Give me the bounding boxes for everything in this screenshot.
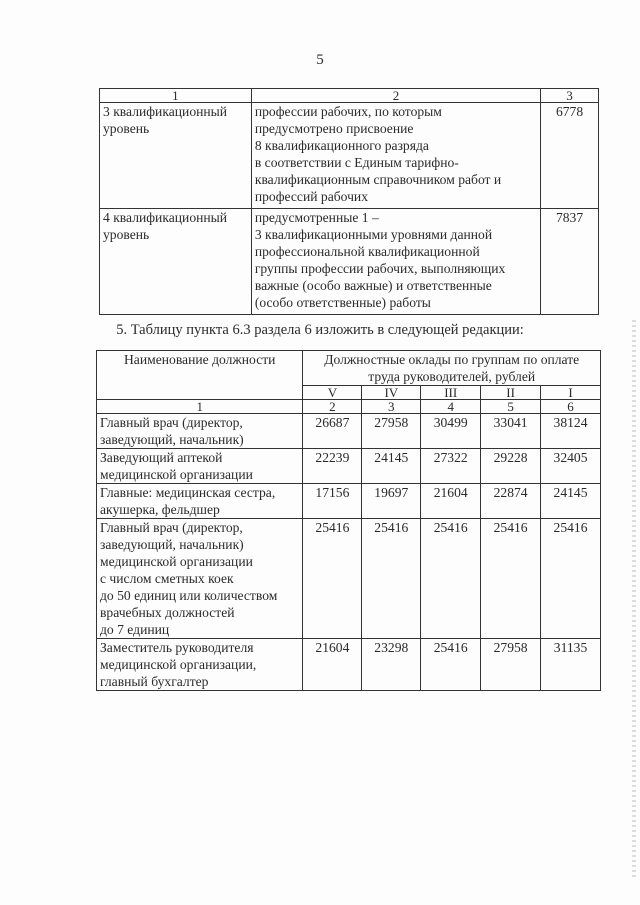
salary-cell: 21604	[303, 639, 362, 691]
group-header: V	[303, 386, 362, 400]
salary-cell: 32405	[541, 449, 601, 484]
salary-cell: 21604	[421, 484, 481, 519]
col-header: 2	[251, 89, 540, 103]
level-cell: 4 квалификационный уровень	[100, 209, 252, 315]
table-row	[97, 639, 601, 691]
salary-cell: 27958	[362, 414, 421, 449]
description-cell: предусмотренные 1 – 3 квалификационными уровнями данной профессиональной квалификационной группы профессии рабочих, выполняющих важные (особо важные) и ответственные (особо ответственные) работы	[251, 209, 540, 315]
salary-cell: 30499	[421, 414, 481, 449]
table-row	[97, 519, 601, 639]
value-cell: 7837	[541, 209, 599, 315]
column-number: 4	[421, 400, 481, 414]
column-number: 5	[481, 400, 541, 414]
table-row	[100, 103, 599, 209]
salary-cell: 27958	[481, 639, 541, 691]
group-header: IV	[362, 386, 421, 400]
column-number: 2	[303, 400, 362, 414]
position-cell: Заместитель руководителя медицинской организации, главный бухгалтер	[97, 639, 303, 691]
salary-cell: 24145	[362, 449, 421, 484]
salary-cell: 17156	[303, 484, 362, 519]
salary-cell: 23298	[362, 639, 421, 691]
group-header: II	[481, 386, 541, 400]
intro-paragraph: 5. Таблицу пункта 6.3 раздела 6 изложить в следующей редакции:	[116, 322, 524, 338]
salary-cell: 29228	[481, 449, 541, 484]
column-number: 1	[97, 400, 303, 414]
scan-edge-artifact	[632, 320, 636, 880]
description-cell: профессии рабочих, по которым предусмотрено присвоение 8 квалификационного разряда в соответствии с Единым тарифно- квалификационным справочником работ и профессий рабочих	[251, 103, 540, 209]
table-header-row	[100, 89, 599, 103]
group-header: III	[421, 386, 481, 400]
col-header: 1	[100, 89, 252, 103]
group-header: I	[541, 386, 601, 400]
table-row	[97, 484, 601, 519]
salary-cell: 25416	[421, 639, 481, 691]
salary-cell: 33041	[481, 414, 541, 449]
salary-cell: 25416	[303, 519, 362, 639]
salary-header: Должностные оклады по группам по оплате труда руководителей, рублей	[303, 351, 601, 386]
column-number: 6	[541, 400, 601, 414]
salary-cell: 25416	[421, 519, 481, 639]
position-cell: Главные: медицинская сестра, акушерка, фельдшер	[97, 484, 303, 519]
value-cell: 6778	[541, 103, 599, 209]
table-row	[97, 414, 601, 449]
position-cell: Главный врач (директор, заведующий, начальник) медицинской организации с числом сметных коек до 50 единиц или количеством врачебных должностей до 7 единиц	[97, 519, 303, 639]
salary-cell: 25416	[481, 519, 541, 639]
salary-cell: 22874	[481, 484, 541, 519]
col-header: 3	[541, 89, 599, 103]
salary-cell: 24145	[541, 484, 601, 519]
position-cell: Главный врач (директор, заведующий, начальник)	[97, 414, 303, 449]
salary-cell: 19697	[362, 484, 421, 519]
page-number: 5	[316, 52, 324, 68]
salary-cell: 38124	[541, 414, 601, 449]
position-header: Наименование должности	[97, 351, 303, 400]
position-cell: Заведующий аптекой медицинской организации	[97, 449, 303, 484]
table-header-row	[97, 351, 601, 386]
salary-cell: 25416	[362, 519, 421, 639]
salary-cell: 22239	[303, 449, 362, 484]
salary-cell: 31135	[541, 639, 601, 691]
qualification-table	[99, 88, 599, 315]
level-cell: 3 квалификационный уровень	[100, 103, 252, 209]
salary-cell: 26687	[303, 414, 362, 449]
table-row	[97, 449, 601, 484]
salary-cell: 27322	[421, 449, 481, 484]
salary-cell: 25416	[541, 519, 601, 639]
table-row	[100, 209, 599, 315]
column-number-row	[97, 400, 601, 414]
salary-table	[96, 350, 601, 691]
column-number: 3	[362, 400, 421, 414]
